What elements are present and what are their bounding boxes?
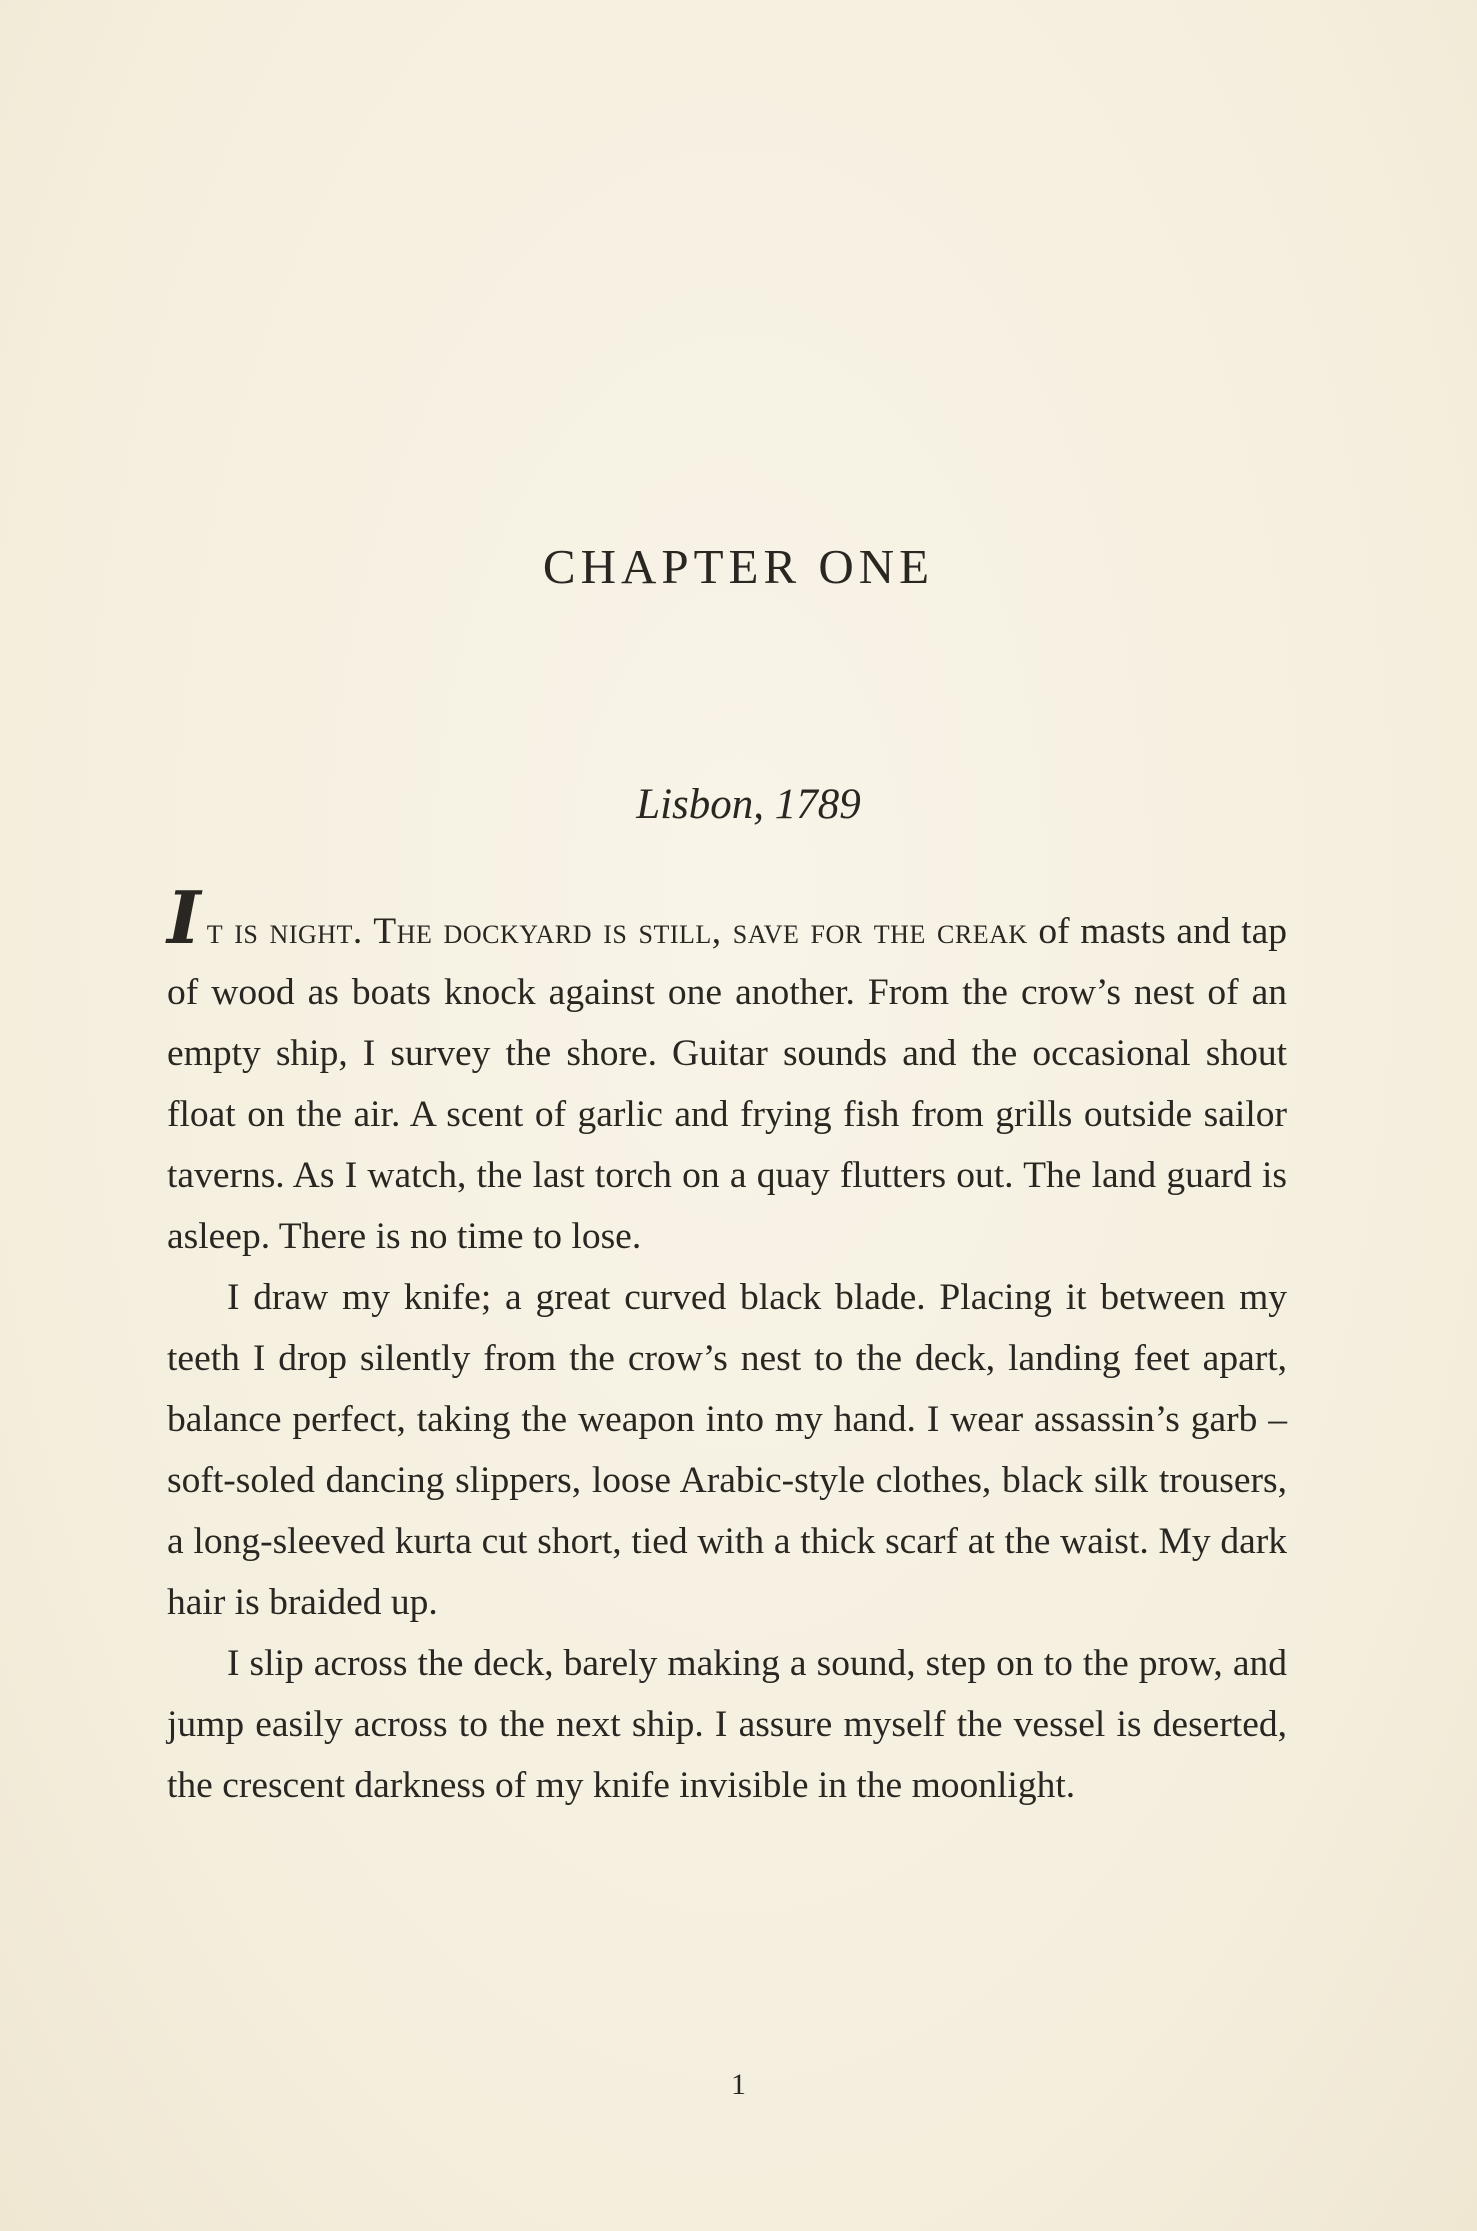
page-number: 1 bbox=[731, 2068, 746, 2101]
chapter-body bbox=[167, 875, 1287, 1816]
paragraph-text: of masts and tap of wood as boats knock against one another. From the crow’s nest of an empty ship, I survey the shore. Guitar sounds and the occasional shout float on the air. A scent of garlic and frying fish from grills outside sailor taverns. As I watch, the last torch on a quay flutters out. The land guard is asleep. There is no time to lose. bbox=[167, 911, 1287, 1257]
paragraph: I draw my knife; a great curved black blade. Placing it between my teeth I drop silently from the crow’s nest to the deck, landing feet apart, balance perfect, taking the weapon into my hand. I wear assassin’s garb – soft-soled dancing slippers, loose Arabic-style clothes, black silk trousers, a long-sleeved kurta cut short, tied with a thick scarf at the waist. My dark hair is braided up. bbox=[167, 1277, 1287, 1623]
chapter-location: Lisbon, 1789 bbox=[636, 781, 861, 828]
paragraph bbox=[167, 875, 1287, 1267]
drop-cap: I bbox=[167, 875, 201, 960]
paragraph: I slip across the deck, barely making a sound, step on to the prow, and jump easily across to the next ship. I assure myself the vessel is deserted, the crescent darkness of my knife invisible in the moonlight. bbox=[167, 1643, 1287, 1806]
opening-small-caps: t is night. The dockyard is still, save for the creak bbox=[206, 911, 1028, 952]
chapter-title: CHAPTER ONE bbox=[542, 539, 935, 594]
